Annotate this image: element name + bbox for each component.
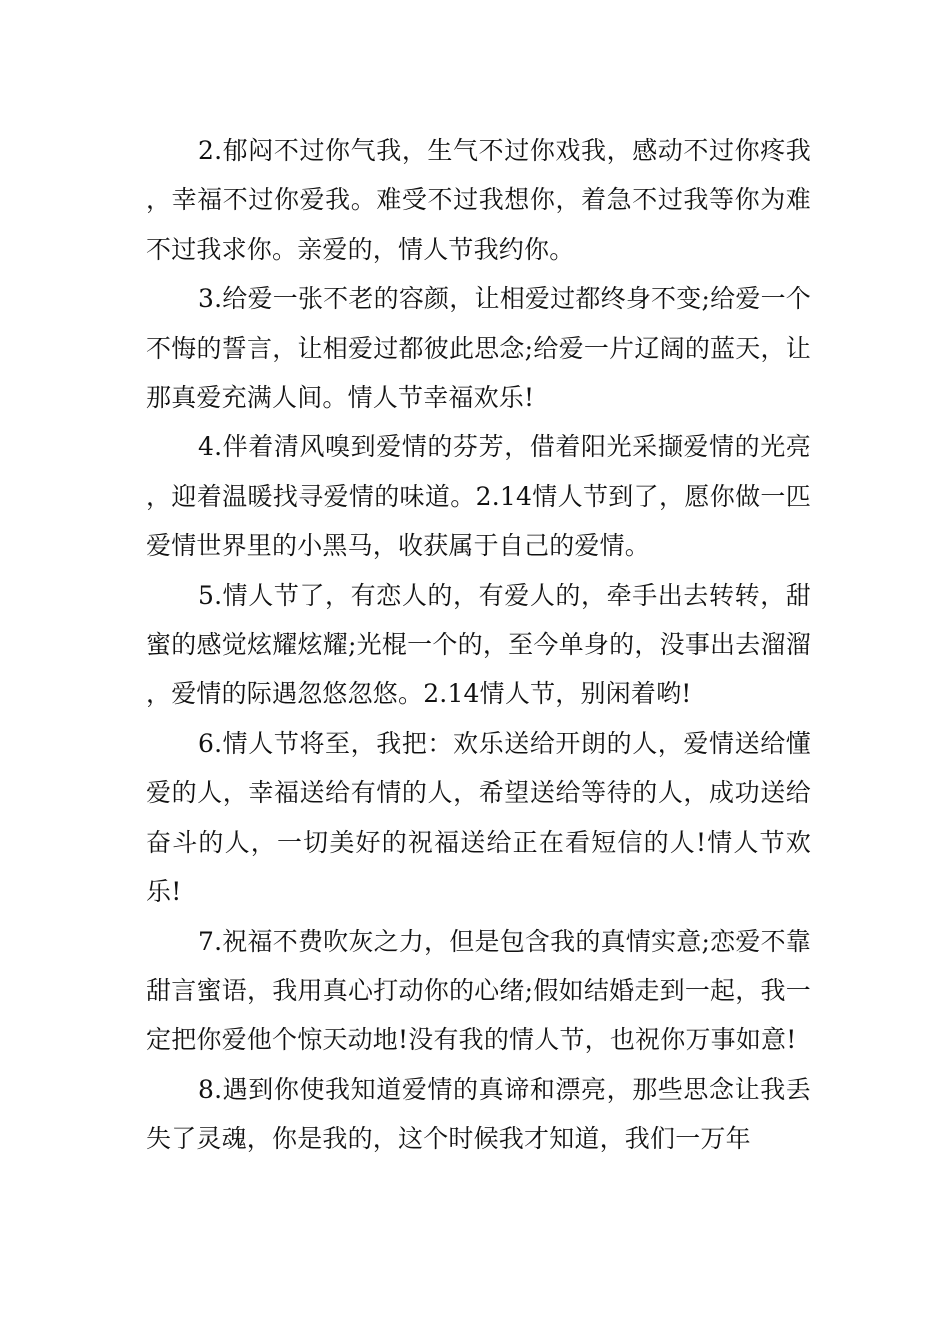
paragraph-4: 4.伴着清风嗅到爱情的芬芳，借着阳光采撷爱情的光亮，迎着温暖找寻爱情的味道。2.14情人节到了，愿你做一匹爱情世界里的小黑马，收获属于自己的爱情。: [146, 432, 811, 561]
paragraph-7: 7.祝福不费吹灰之力，但是包含我的真情实意;恋爱不靠甜言蜜语，我用真心打动你的心绪;假如结婚走到一起，我一定把你爱他个惊天动地!没有我的情人节，也祝你万事如意!: [146, 926, 811, 1055]
document-body: [146, 126, 811, 1164]
paragraph-3: 3.给爱一张不老的容颜，让相爱过都终身不变;给爱一个不悔的誓言，让相爱过都彼此思念;给爱一片辽阔的蓝天，让那真爱充满人间。情人节幸福欢乐!: [146, 284, 811, 413]
paragraph-8: 8.遇到你使我知道爱情的真谛和漂亮，那些思念让我丢失了灵魂，你是我的，这个时候我才知道，我们一万年: [146, 1074, 811, 1154]
paragraph-6: 6.情人节将至，我把：欢乐送给开朗的人，爱情送给懂爱的人，幸福送给有情的人，希望送给等待的人，成功送给奋斗的人，一切美好的祝福送给正在看短信的人!情人节欢乐!: [146, 728, 811, 907]
paragraph-2: 2.郁闷不过你气我，生气不过你戏我，感动不过你疼我，幸福不过你爱我。难受不过我想你，着急不过我等你为难不过我求你。亲爱的，情人节我约你。: [146, 136, 811, 264]
paragraph-5: 5.情人节了，有恋人的，有爱人的，牵手出去转转，甜蜜的感觉炫耀炫耀;光棍一个的，至今单身的，没事出去溜溜，爱情的际遇忽悠忽悠。2.14情人节，别闲着哟!: [146, 580, 811, 709]
